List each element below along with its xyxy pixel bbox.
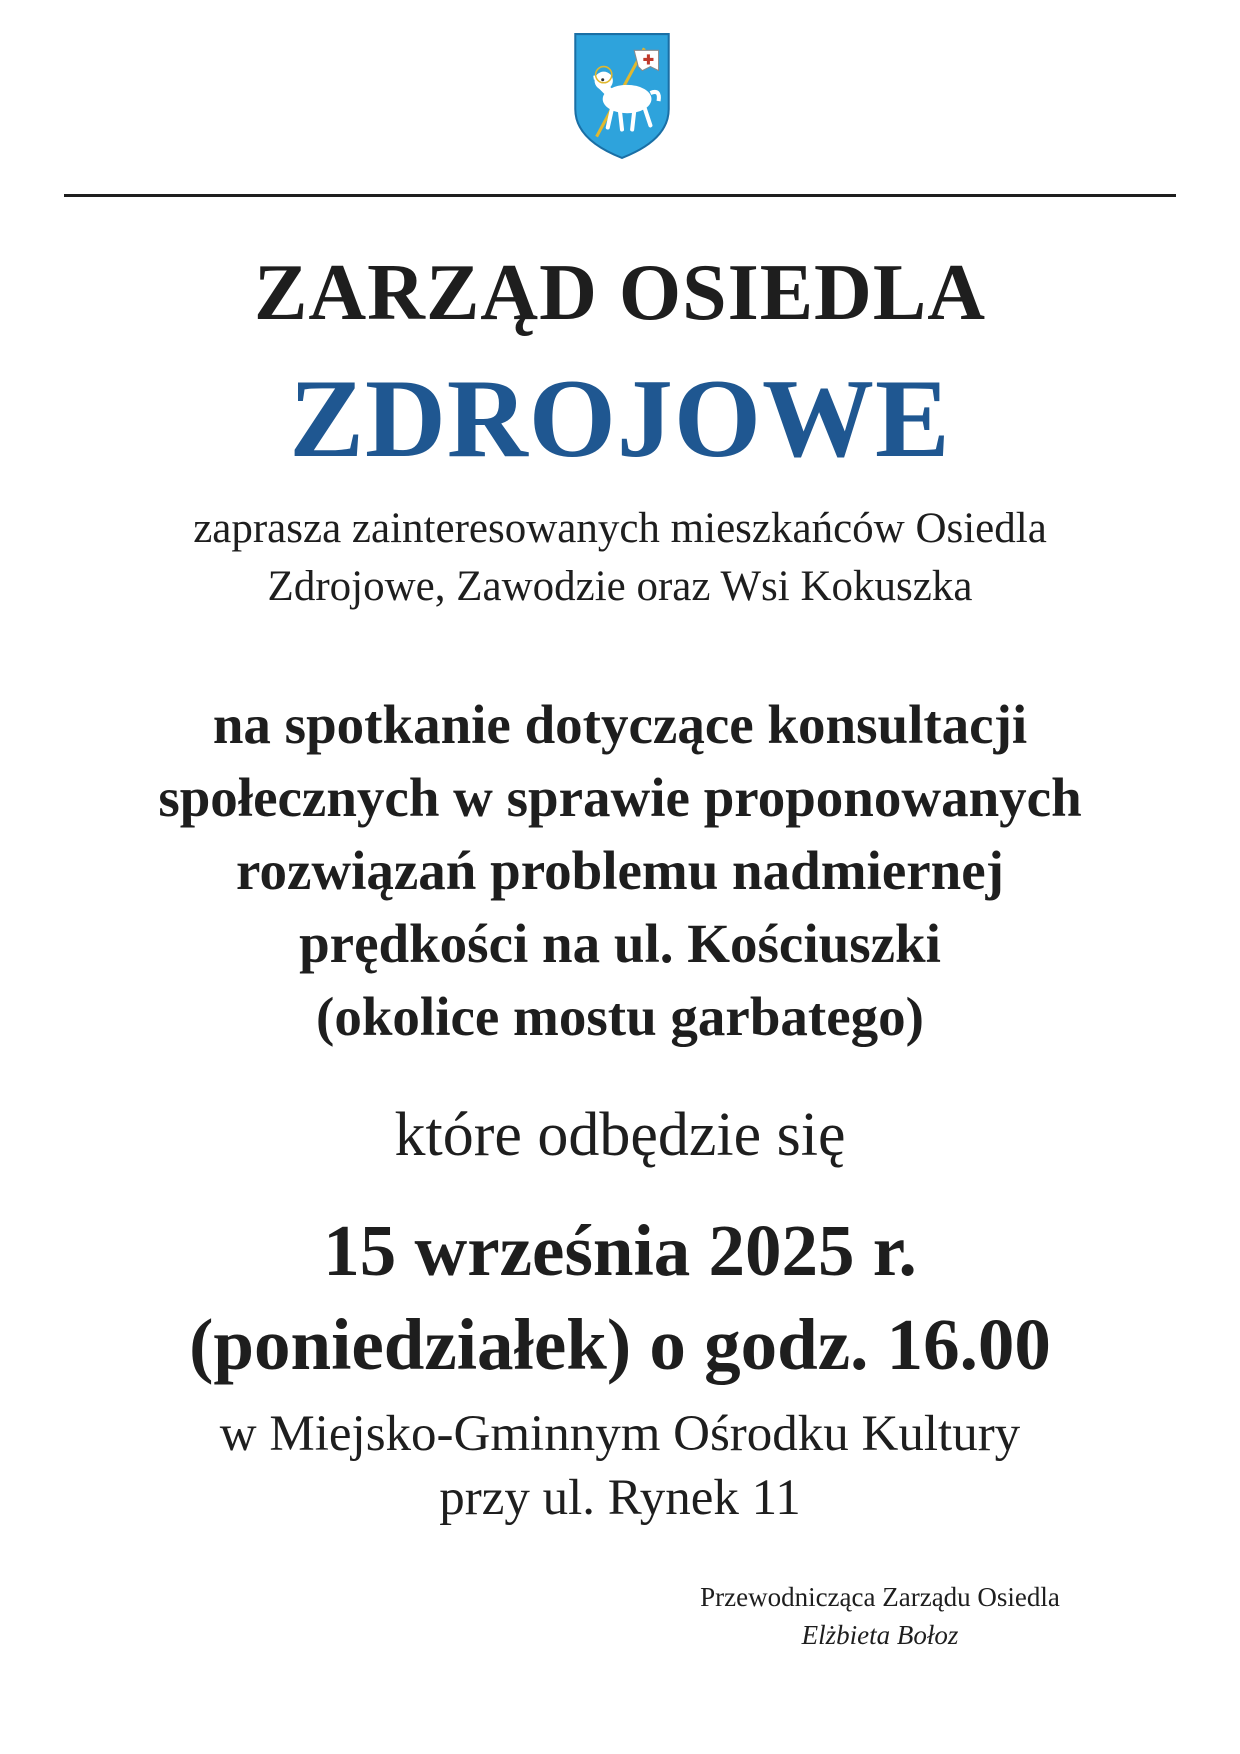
- signature-name: Elżbieta Bołoz: [801, 1620, 959, 1650]
- event-date: 15 września 2025 r.: [323, 1210, 917, 1291]
- topic-line: (okolice mostu garbatego): [316, 986, 924, 1047]
- topic-line: rozwiązań problemu nadmiernej: [236, 840, 1004, 901]
- topic-line: na spotkanie dotyczące konsultacji: [212, 694, 1028, 755]
- title-line2: ZDROJOWE: [289, 357, 951, 481]
- header-divider: [64, 194, 1176, 197]
- meeting-topic: [0, 688, 1240, 1053]
- place-line1: w Miejsko-Gminnym Ośrodku Kultury: [219, 1406, 1021, 1462]
- topic-line: społecznych w sprawie proponowanych: [158, 767, 1082, 828]
- event-time: (poniedziałek) o godz. 16.00: [189, 1304, 1051, 1385]
- event-datetime: [0, 1204, 1240, 1392]
- signature-role: Przewodnicząca Zarządu Osiedla: [700, 1582, 1060, 1612]
- coat-of-arms-lamb-icon: [570, 30, 674, 162]
- event-location: [0, 1402, 1240, 1530]
- place-line2: przy ul. Rynek 11: [439, 1470, 801, 1526]
- event-lead: które odbędzie się: [394, 1101, 846, 1169]
- intro-line2: Zdrojowe, Zawodzie oraz Wsi Kokuszka: [267, 563, 973, 610]
- intro-line1: zaprasza zainteresowanych mieszkańców Osiedla: [193, 505, 1047, 552]
- title-line1: ZARZĄD OSIEDLA: [254, 249, 986, 337]
- topic-line: prędkości na ul. Kościuszki: [299, 913, 941, 974]
- intro-text: [0, 500, 1240, 616]
